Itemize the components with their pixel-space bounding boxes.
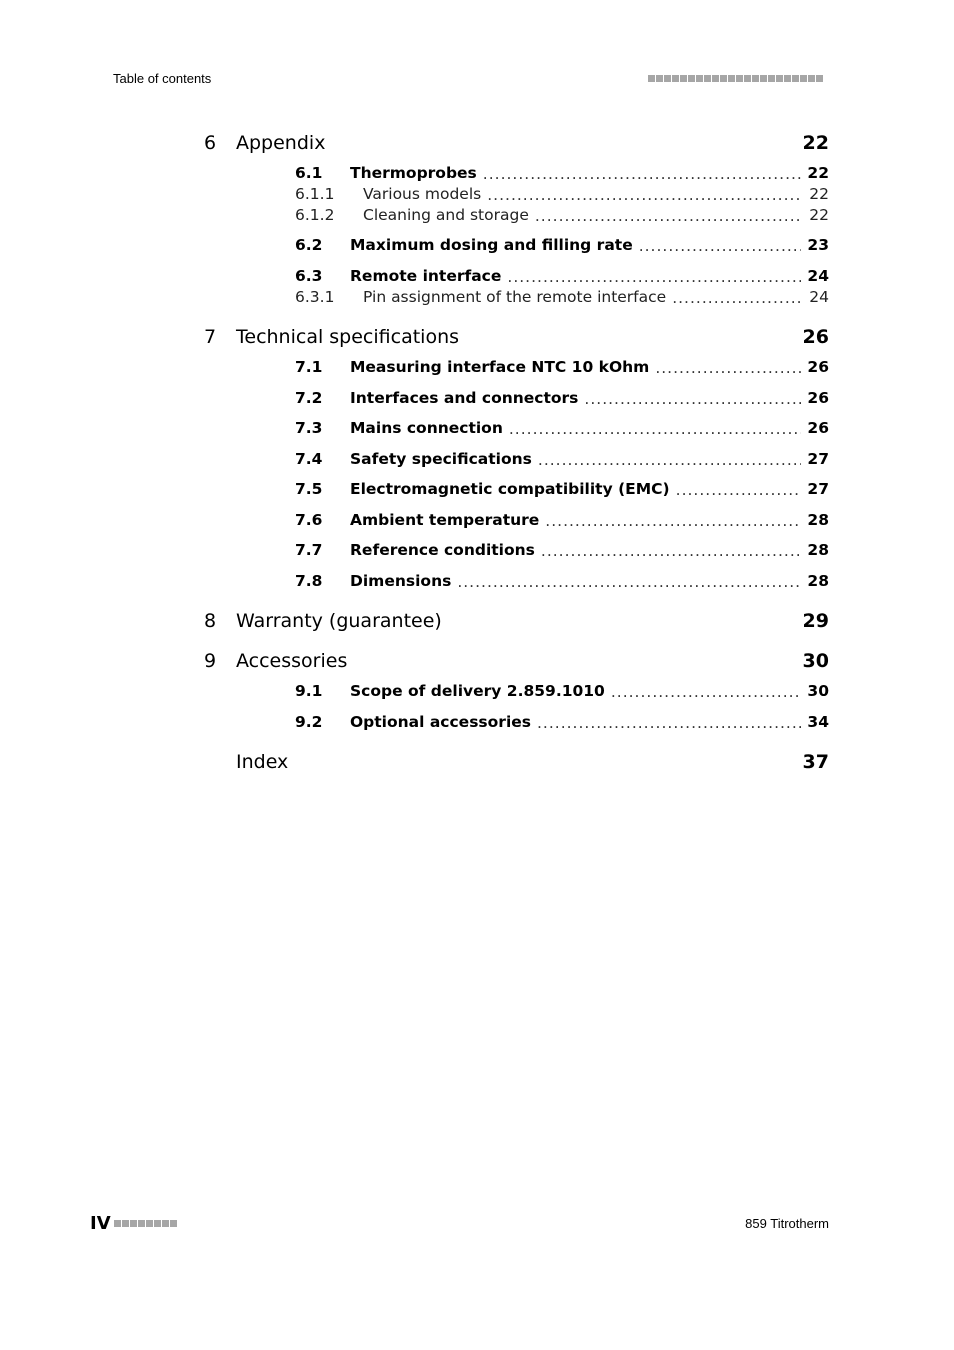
toc-section-7-6[interactable] [295, 510, 829, 530]
section-number: 9.1 [295, 682, 323, 700]
toc-section-9-1[interactable] [295, 681, 829, 701]
toc-section-7-2[interactable] [295, 388, 829, 408]
section-number: 7.4 [295, 450, 323, 468]
section-number: 6.2 [295, 236, 323, 254]
section-number: 6.1.2 [295, 206, 335, 224]
toc-section-6-1[interactable] [295, 163, 829, 183]
toc-chapter-7[interactable] [204, 323, 829, 351]
chapter-title: Index [236, 751, 289, 773]
dot-leader [545, 512, 801, 530]
toc-section-7-8[interactable] [295, 571, 829, 591]
dot-leader [639, 237, 802, 255]
section-page: 26 [807, 358, 829, 376]
section-number: 7.5 [295, 480, 323, 498]
section-title: Cleaning and storage [363, 206, 529, 224]
section-page: 24 [807, 267, 829, 285]
chapter-title: Technical specifications [236, 326, 460, 348]
chapter-page: 22 [802, 132, 829, 154]
dot-leader [541, 542, 802, 560]
chapter-number: 8 [204, 610, 217, 632]
dot-leader [611, 683, 802, 701]
page-number: IV [90, 1213, 111, 1234]
section-title: Optional accessories [350, 713, 531, 731]
section-page: 27 [807, 450, 829, 468]
section-page: 26 [807, 419, 829, 437]
section-title: Remote interface [350, 267, 502, 285]
section-title: Pin assignment of the remote interface [363, 288, 667, 306]
dot-leader [538, 451, 802, 469]
toc-section-7-7[interactable] [295, 540, 829, 560]
dot-leader [509, 420, 802, 438]
chapter-number: 7 [204, 326, 217, 348]
section-title: Reference conditions [350, 541, 535, 559]
section-page: 27 [807, 480, 829, 498]
dot-leader [676, 481, 802, 499]
toc-section-7-1[interactable] [295, 357, 829, 377]
section-title: Thermoprobes [350, 164, 477, 182]
toc-subsection-6-1-1[interactable] [295, 184, 829, 204]
chapter-page: 26 [802, 326, 829, 348]
section-number: 7.8 [295, 572, 323, 590]
dot-leader [487, 186, 803, 204]
toc-index[interactable] [204, 748, 829, 776]
section-number: 7.2 [295, 389, 323, 407]
section-number: 6.3 [295, 267, 323, 285]
section-number: 7.1 [295, 358, 323, 376]
section-page: 23 [807, 236, 829, 254]
section-title: Maximum dosing and filling rate [350, 236, 633, 254]
chapter-page: 29 [802, 610, 829, 632]
dot-leader [655, 359, 801, 377]
dot-leader [535, 207, 803, 225]
dot-leader [672, 289, 803, 307]
chapter-number: 6 [204, 132, 217, 154]
section-title: Measuring interface NTC 10 kOhm [350, 358, 650, 376]
section-number: 9.2 [295, 713, 323, 731]
chapter-page: 37 [802, 751, 829, 773]
chapter-title: Warranty (guarantee) [236, 610, 442, 632]
chapter-title: Accessories [236, 650, 348, 672]
section-number: 6.1 [295, 164, 323, 182]
section-title: Dimensions [350, 572, 452, 590]
header-decoration [648, 75, 823, 82]
toc-section-7-3[interactable] [295, 418, 829, 438]
section-number: 7.3 [295, 419, 323, 437]
section-page: 34 [807, 713, 829, 731]
section-page: 28 [807, 511, 829, 529]
toc-subsection-6-1-2[interactable] [295, 205, 829, 225]
section-page: 22 [809, 206, 829, 224]
toc-section-7-5[interactable] [295, 479, 829, 499]
toc-subsection-6-3-1[interactable] [295, 287, 829, 307]
section-page: 26 [807, 389, 829, 407]
toc-section-6-3[interactable] [295, 266, 829, 286]
toc-section-7-4[interactable] [295, 449, 829, 469]
dot-leader [584, 390, 801, 408]
toc-section-6-2[interactable] [295, 235, 829, 255]
section-page: 30 [807, 682, 829, 700]
product-name: 859 Titrotherm [745, 1216, 829, 1231]
toc-chapter-8[interactable] [204, 607, 829, 635]
chapter-number: 9 [204, 650, 217, 672]
section-title: Ambient temperature [350, 511, 540, 529]
chapter-title: Appendix [236, 132, 326, 154]
section-page: 24 [809, 288, 829, 306]
section-title: Safety specifications [350, 450, 532, 468]
section-title: Various models [363, 185, 482, 203]
section-title: Interfaces and connectors [350, 389, 579, 407]
dot-leader [483, 165, 802, 183]
section-title: Mains connection [350, 419, 503, 437]
running-header-title: Table of contents [113, 71, 212, 86]
chapter-page: 30 [802, 650, 829, 672]
footer-decoration [114, 1220, 177, 1227]
toc-chapter-9[interactable] [204, 647, 829, 675]
dot-leader [537, 714, 801, 732]
section-page: 28 [807, 572, 829, 590]
toc-chapter-6[interactable] [204, 129, 829, 157]
section-number: 6.3.1 [295, 288, 335, 306]
section-number: 6.1.1 [295, 185, 335, 203]
dot-leader [507, 268, 801, 286]
section-number: 7.7 [295, 541, 323, 559]
section-number: 7.6 [295, 511, 323, 529]
section-page: 22 [807, 164, 829, 182]
section-page: 28 [807, 541, 829, 559]
section-page: 22 [809, 185, 829, 203]
section-title: Scope of delivery 2.859.1010 [350, 682, 605, 700]
toc-section-9-2[interactable] [295, 712, 829, 732]
section-title: Electromagnetic compatibility (EMC) [350, 480, 670, 498]
dot-leader [457, 573, 801, 591]
